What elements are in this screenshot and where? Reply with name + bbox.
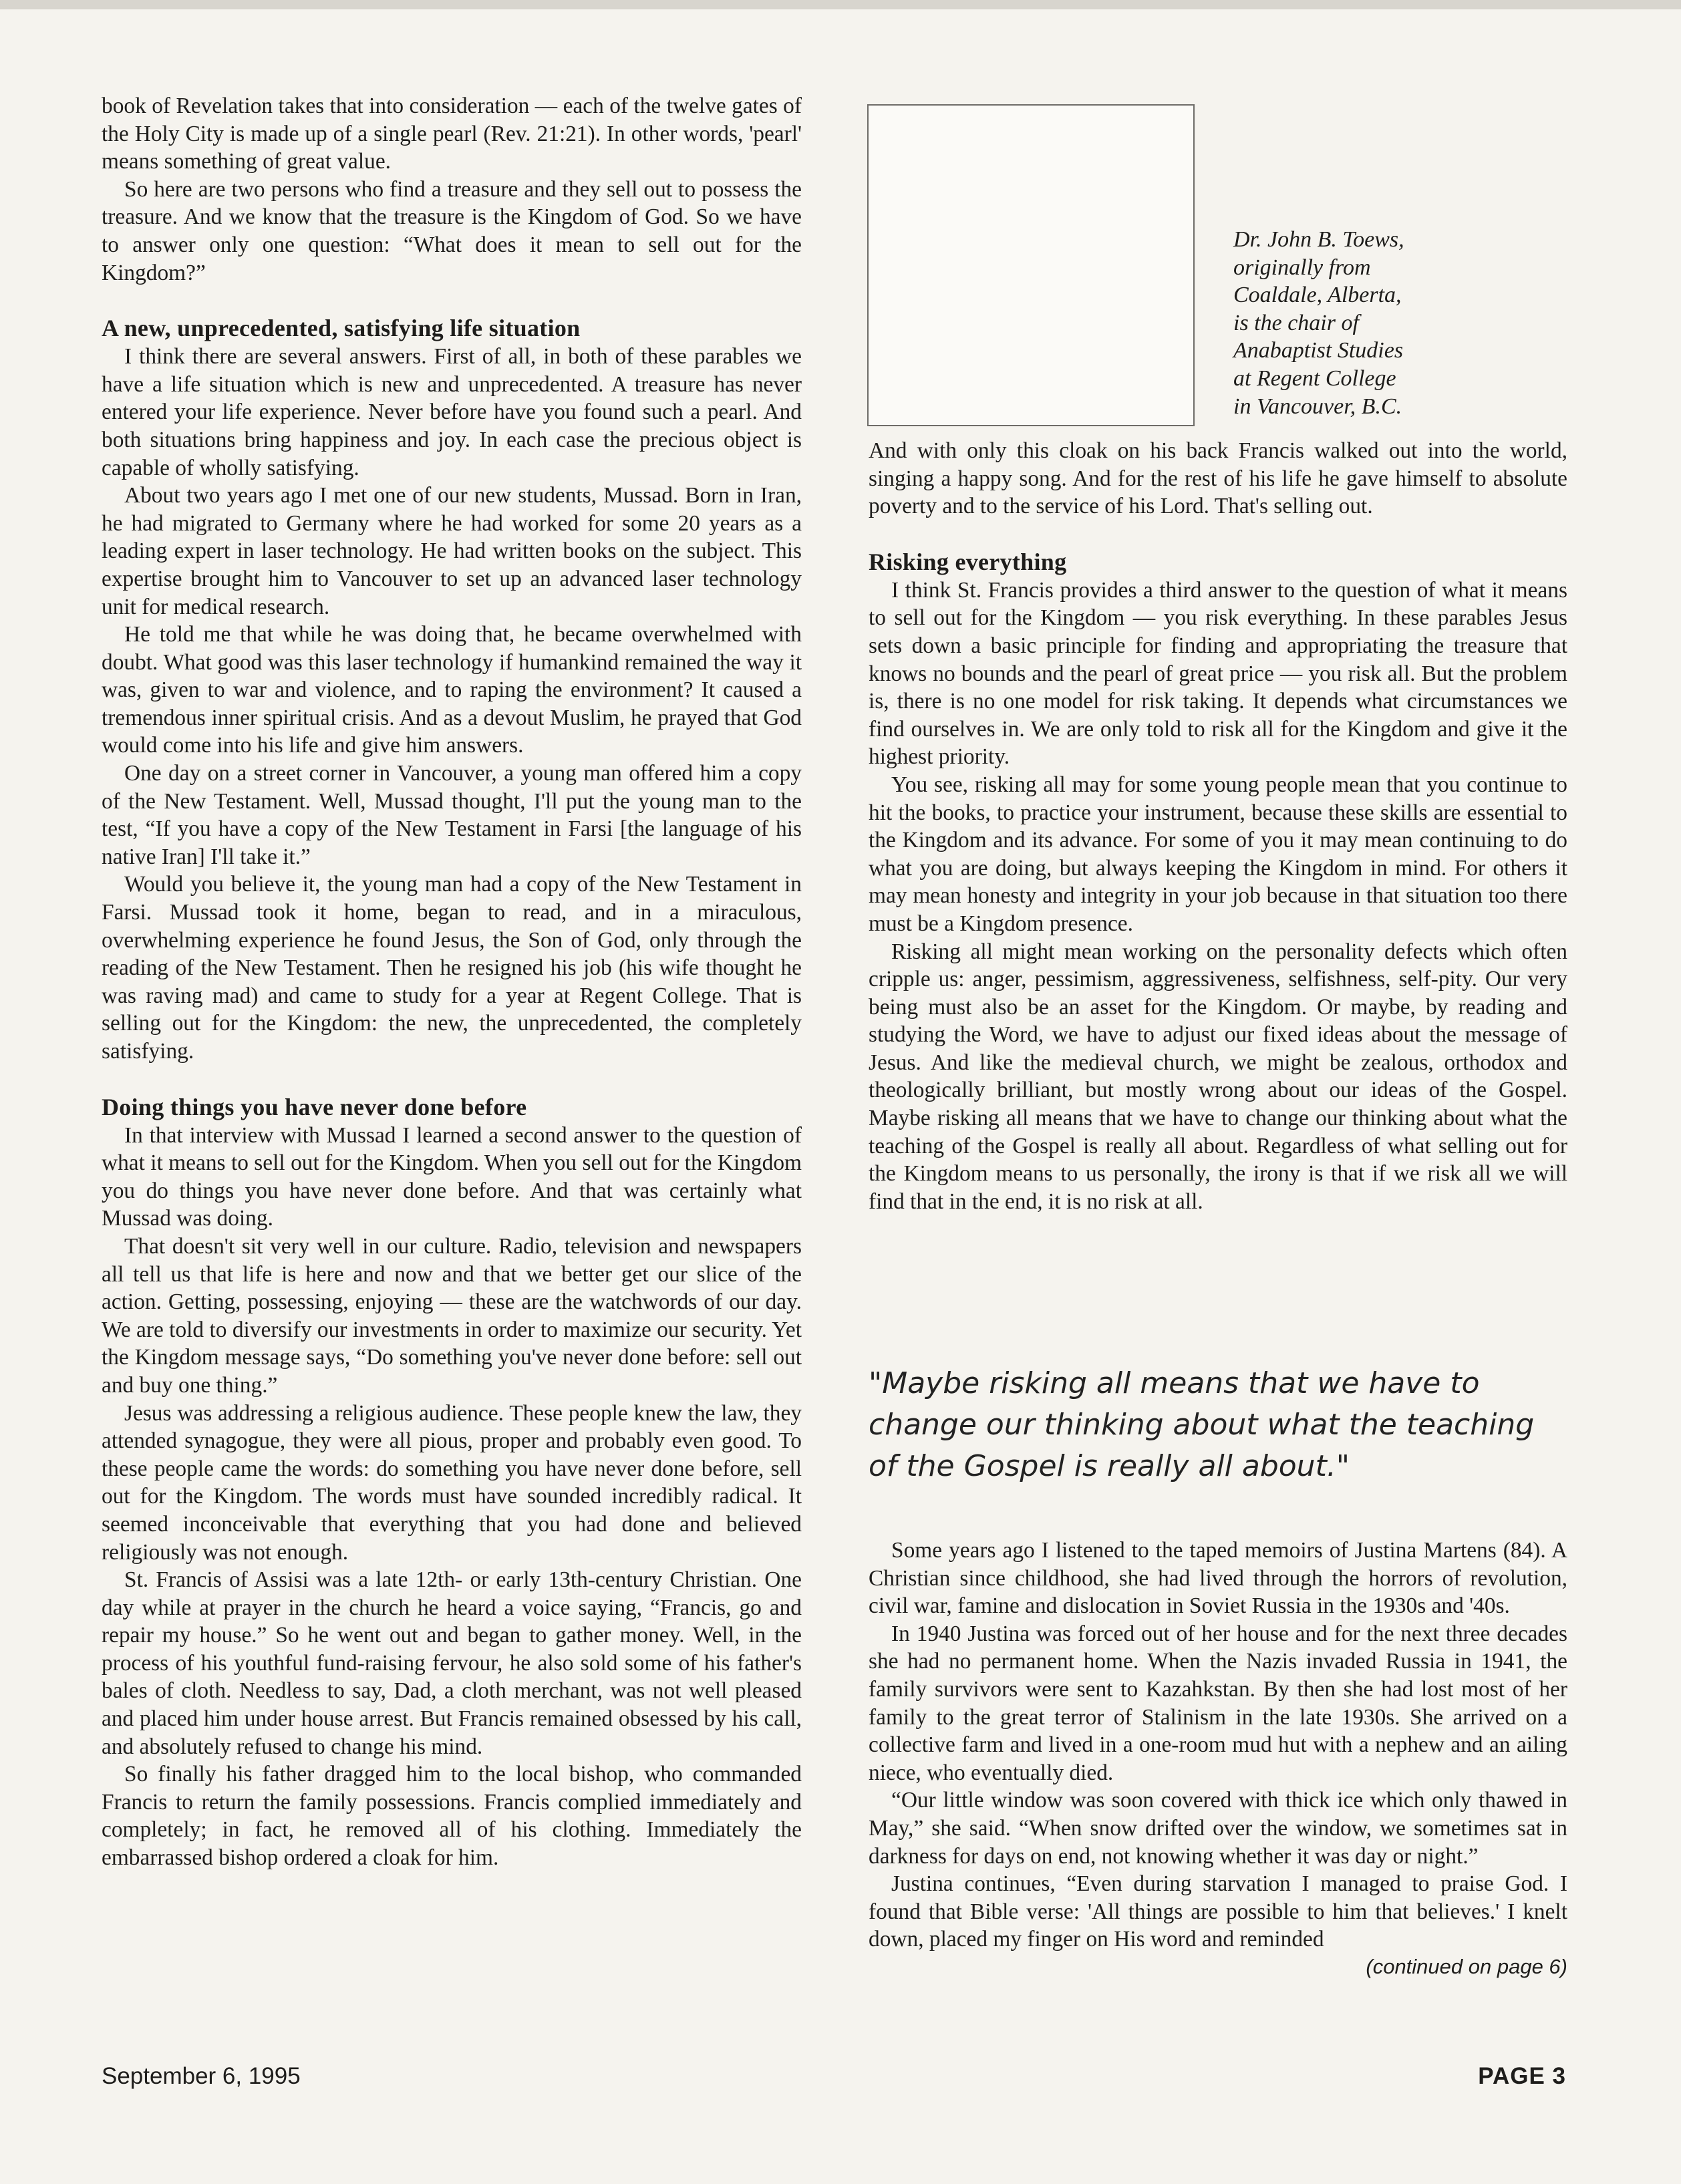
page-number: PAGE 3 [1478, 2063, 1566, 2089]
body-paragraph: “Our little window was soon covered with thick ice which only thawed in May,” she said. “When snow drifted over the window, we sometimes sat in darkness for days on end, not knowing whether it was day or night.” [869, 1788, 1567, 1869]
body-paragraph: One day on a street corner in Vancouver, a young man offered him a copy of the New Testament. Well, Mussad thought, I'll put the young man to the test, “If you have a copy of the New Testament in Farsi [the language of his native Iran] I'll take it.” [102, 761, 802, 869]
caption-line: Dr. John B. Toews, [1233, 227, 1404, 252]
caption-line: originally from [1233, 255, 1371, 280]
pull-quote: "Maybe risking all means that we have to change our thinking about what the teaching of the Gospel is really all about." [869, 1366, 1535, 1483]
body-paragraph: So here are two persons who find a treasure and they sell out to possess the treasure. And we know that the treasure is the Kingdom of God. So we have to answer only one question: “What does it mean to sell out for the Kingdom?” [102, 176, 802, 285]
body-paragraph: In 1940 Justina was forced out of her house and for the next three decades she had no permanent home. When the Nazis invaded Russia in 1941, the family survivors were sent to Kazahkstan. By then she had lost most of her family to the great terror of Stalinism in the late 1930s. She arrived on a collective farm and lived in a one-room mud hut with a nephew and an ailing niece, who eventually died. [869, 1621, 1567, 1785]
body-paragraph: I think St. Francis provides a third answer to the question of what it means to sell out for the Kingdom — you risk everything. In these parables Jesus sets down a basic principle for finding and appropriating the treasure that knows no bounds and the pearl of great price — you risk all. But the problem is, there is no one model for risk taking. It depends what circumstances we find ourselves in. We are only told to risk all for the Kingdom and give it the highest priority. [869, 577, 1567, 770]
author-caption [1233, 226, 1567, 420]
left-column [102, 92, 802, 1872]
body-paragraph: You see, risking all may for some young people mean that you continue to hit the books, to practice your instrument, because these skills are essential to the Kingdom and its advance. For some of you it may mean continuing to do what you are doing, but always keeping the Kingdom in mind. For others it may mean honesty and integrity in your job because in that situation too there must be a Kingdom presence. [869, 772, 1567, 936]
caption-line: at Regent College [1233, 365, 1396, 391]
page-top-edge [0, 0, 1681, 9]
caption-line: Coaldale, Alberta, [1233, 283, 1402, 308]
body-paragraph: I think there are several answers. First of all, in both of these parables we have a life situation which is new and unprecedented. A treasure has never entered your life experience. Never before have you found such a pearl. And both situations bring happiness and joy. In each case the precious object is capable of wholly satisfying. [102, 344, 802, 480]
body-paragraph: St. Francis of Assisi was a late 12th- or early 13th-century Christian. One day while at prayer in the church he heard a voice saying, “Francis, go and repair my house.” So he went out and began to gather money. Well, in the process of his youthful fund-raising fervour, he also sold some of his father's bales of cloth. Needless to say, Dad, a cloth merchant, was not well pleased and placed him under house arrest. But Francis remained obsessed by his call, and absolutely refused to change his mind. [102, 1567, 802, 1759]
body-paragraph: That doesn't sit very well in our culture. Radio, television and newspapers all tell us that life is here and now and that we better get our slice of the action. Getting, possessing, enjoying — these are the watchwords of our day. We are told to diversify our investments in order to maximize our security. Yet the Kingdom message says, “Do something you've never done before: sell out and buy one thing.” [102, 1233, 802, 1398]
caption-line: in Vancouver, B.C. [1233, 394, 1402, 419]
footer-date: September 6, 1995 [102, 2063, 301, 2089]
section-heading: Risking everything [869, 548, 1067, 575]
caption-line: Anabaptist Studies [1233, 338, 1404, 363]
body-paragraph: Would you believe it, the young man had a copy of the New Testament in Farsi. Mussad took it home, began to read, and in a miraculous, overwhelming experience he found Jesus, the Son of God, only through the reading of the New Testament. Then he resigned his job (his wife thought he was raving mad) and came to study for a year at Regent College. That is selling out for the Kingdom: the new, the unprecedented, the completely satisfying. [102, 872, 802, 1064]
body-paragraph: He told me that while he was doing that, he became overwhelmed with doubt. What good was this laser technology if humankind remained the way it was, given to war and violence, and to raping the environment? It caused a tremendous inner spiritual crisis. And as a devout Muslim, he prayed that God would come into his life and give him answers. [102, 622, 802, 758]
section-heading: Doing things you have never done before [102, 1093, 527, 1120]
body-paragraph: Risking all might mean working on the personality defects which often cripple us: anger, pessimism, aggressiveness, selfishness, self-pity. Our very being must also be an asset for the Kingdom. Or maybe, by reading and studying the Word, we have to adjust our fixed ideas about the message of Jesus. And like the medieval church, we might be zealous, orthodox and theologically brilliant, but mostly wrong about our ideas of the Gospel. Maybe risking all means that we have to change our thinking about what the teaching of the Gospel is really all about. Regardless of what selling out for the Kingdom means to us personally, the irony is that if we risk all we will find that in the end, it is no risk at all. [869, 939, 1567, 1214]
body-paragraph: Justina continues, “Even during starvation I managed to praise God. I found that Bible verse: 'All things are possible to him that believes.' I knelt down, placed my finger on His word and reminded [869, 1871, 1567, 1952]
body-paragraph: So finally his father dragged him to the local bishop, who commanded Francis to return the family possessions. Francis complied immediately and completely; in fact, he removed all of his clothing. Immediately the embarrassed bishop ordered a cloak for him. [102, 1762, 802, 1871]
right-column-lower [869, 1537, 1567, 1979]
body-paragraph: book of Revelation takes that into consideration — each of the twelve gates of the Holy City is made up of a single pearl (Rev. 21:21). In other words, 'pearl' means something of great value. [102, 94, 802, 174]
continued-note: (continued on page 6) [1366, 1954, 1567, 1978]
body-paragraph: Some years ago I listened to the taped memoirs of Justina Martens (84). A Christian since childhood, she had lived through the horrors of revolution, civil war, famine and dislocation in Soviet Russia in the 1930s and '40s. [869, 1538, 1567, 1619]
right-column [869, 437, 1567, 1215]
body-paragraph: In that interview with Mussad I learned a second answer to the question of what it means to sell out for the Kingdom. When you sell out for the Kingdom you do things you have never done before. And that was certainly what Mussad was doing. [102, 1122, 802, 1231]
author-photo-frame [867, 104, 1195, 426]
body-paragraph: About two years ago I met one of our new students, Mussad. Born in Iran, he had migrated to Germany where he had worked for some 20 years as a leading expert in laser technology. He had written books on the subject. This expertise brought him to Vancouver to set up an advanced laser technology unit for medical research. [102, 483, 802, 619]
body-paragraph: Jesus was addressing a religious audience. These people knew the law, they attended synagogue, they were all pious, proper and probably even good. To these people came the words: do something you have never done before, sell out for the Kingdom. The words must have sounded incredibly radical. It seemed inconceivable that everything that you had done and believed religiously was not enough. [102, 1400, 802, 1565]
body-paragraph: And with only this cloak on his back Francis walked out into the world, singing a happy song. And for the rest of his life he gave himself to absolute poverty and to the service of his Lord. That's selling out. [869, 438, 1567, 519]
caption-line: is the chair of [1233, 310, 1359, 335]
section-heading: A new, unprecedented, satisfying life situation [102, 315, 581, 342]
